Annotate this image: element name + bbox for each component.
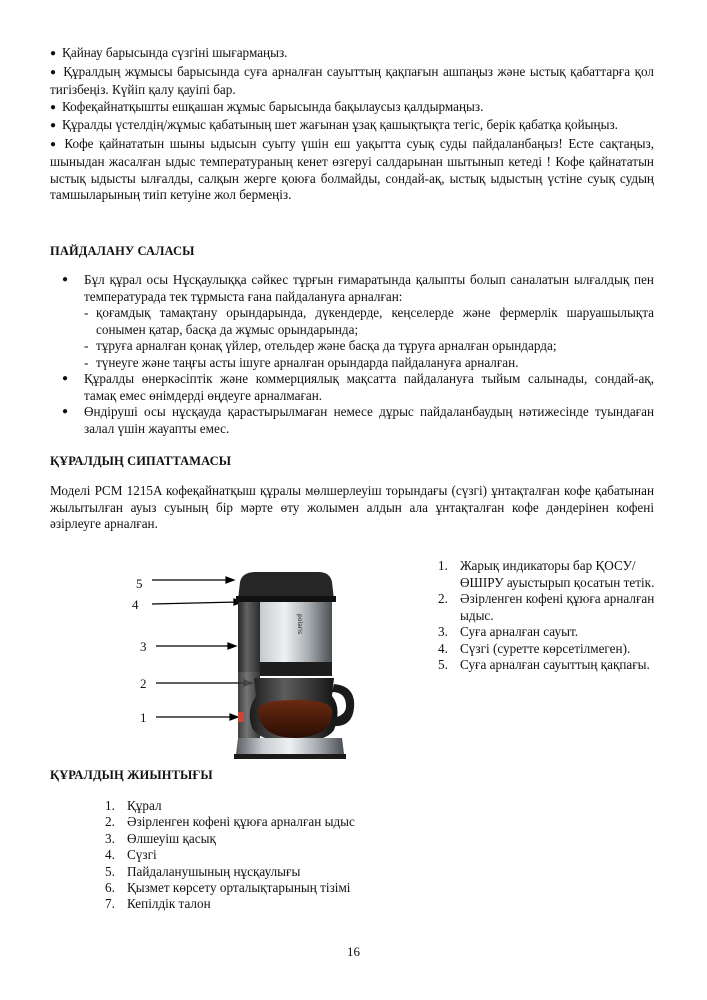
list-item: 3. Суға арналған сауыт. — [438, 624, 579, 639]
lid — [238, 572, 334, 600]
list-item: - түнеуге және таңғы асты ішуге арналған орындарда пайдалануға арналған. — [84, 354, 519, 370]
list-item: ● Құралды өнеркәсіптік және коммерциялық мақсатта пайдалануға тыйым салынады, сондай-ақ, тамақ емес өнімдерді өңдеуге арналмаған. — [62, 371, 654, 403]
list-item: ● Бұл құрал осы Нұсқаулыққа сәйкес тұрғын ғимаратында қалыпты болып саналатын ылғалдық пен температурада тек тұрмыста ғана пайдалануға арналған: - қоғамдық тамақтану орындарында, дүкендерде, кеңселерде және фермерлік шаруашылықта сонымен қатар, басқа да жұмыс орындарында; - тұруға арналған қонақ үйлер, отельдер және басқа да тұруға арналған орындарда; - түнеуге және таңғы асты ішуге арналған орындарда пайдалануға арналған. — [62, 272, 654, 370]
bullet-icon: ● — [50, 101, 57, 113]
kit-list — [105, 798, 355, 913]
bullet-icon: ● — [62, 406, 69, 417]
list-item: 6. Қызмет көрсету орталықтарының тізімі — [105, 880, 351, 896]
list-item: 3. Өлшеуіш қасық — [105, 830, 216, 846]
base — [236, 738, 344, 754]
list-item: ● Кофеқайнатқышты ешқашан жұмыс барысында бақылаусыз қалдырмаңыз. — [50, 98, 484, 114]
brand-logo: polaris — [296, 614, 303, 635]
coffee-maker-illustration — [120, 560, 380, 770]
callout-number: 5 — [136, 576, 143, 591]
callout-number: 4 — [132, 597, 139, 612]
page-number: 16 — [347, 944, 360, 959]
list-item: ● Құралды үстелдің/жұмыс қабатының шет жағынан ұзақ қашықтықта тегіс, берік қабатқа қойыңыз. — [50, 117, 618, 132]
bullet-icon: ● — [50, 120, 57, 131]
list-item: ● Өндіруші осы нұсқауда қарастырылмаған немесе дұрыс пайдаланбаудың нәтижесінде туындаған залал үшін жауапты емес. — [62, 404, 654, 436]
list-item: - қоғамдық тамақтану орындарында, дүкендерде, кеңселерде және фермерлік шаруашылықта сонымен қатар, басқа да жұмыс орындарында; — [84, 305, 654, 337]
bullet-icon: ● — [62, 274, 69, 285]
usage-sublist — [84, 305, 654, 371]
list-item: 4. Сүзгі (суретте көрсетілмеген). — [438, 640, 631, 656]
list-item: 4. Сүзгі — [105, 847, 157, 863]
power-switch-icon — [238, 712, 244, 722]
callout-number: 2 — [140, 676, 147, 691]
coffee-maker-figure — [120, 560, 380, 770]
kit-heading: ҚҰРАЛДЫҢ ЖИЫНТЫҒЫ — [50, 768, 213, 782]
bullet-icon: ● — [62, 373, 69, 384]
bullet-icon: ● — [50, 66, 58, 78]
list-item: - тұруға арналған қонақ үйлер, отельдер және басқа да тұруға арналған орындарда; — [84, 338, 557, 353]
list-item: 5. Суға арналған сауыттың қақпағы. — [438, 657, 650, 672]
usage-heading: ПАЙДАЛАНУ САЛАСЫ — [50, 244, 195, 258]
list-item: ● Қайнау барысында сүзгіні шығармаңыз. — [50, 45, 288, 60]
bullet-icon: ● — [50, 138, 59, 150]
list-item: 5. Пайдаланушының нұсқаулығы — [105, 863, 301, 879]
usage-bullets — [62, 272, 654, 437]
callout-number: 3 — [140, 639, 147, 654]
list-item: 1. Құрал — [105, 798, 162, 813]
safety-bullets — [50, 45, 654, 204]
description-heading: ҚҰРАЛДЫҢ СИПАТТАМАСЫ — [50, 454, 232, 468]
parts-list — [438, 558, 658, 674]
list-item: 2. Әзірленген кофені құюға арналған ыдыс — [105, 814, 355, 830]
list-item: 7. Кепілдік талон — [105, 896, 211, 912]
list-item: 2. Әзірленген кофені құюға арналған ыдыс. — [438, 591, 655, 623]
list-item: 1. Жарық индикаторы бар ҚОСУ/ӨШІРУ ауыстырып қосатын тетік. — [438, 558, 655, 590]
list-item: ● Кофе қайнататын шыны ыдысын суыту үшін еш уақытта суық суды пайдаланбаңыз! Есте сақтаңыз, шыныдан жасалған ыдыс температураның кенет өзгеруі салдарынан шытынып кетеді ! Кофе қайнататын ыстық ыдысты ылғалды, салқын жерге қоюға болмайды, сондай-ақ, ыстық ыдыстың үстіне суық судың тамшыларының тиіп кетуіне жол бермеңіз. — [50, 135, 654, 202]
description-text: Моделі PCM 1215A кофеқайнатқыш құралы мөлшерлеуіш торындағы (сүзгі) ұнтақталған кофе қабатынан жылытылған ауыз суының бір мәрте өту жолымен алдын ала ұнтақталған кофе дәндерінен кофені әзірлеуге арналған. — [50, 483, 654, 531]
callout-number: 1 — [140, 710, 147, 725]
bullet-icon: ● — [50, 48, 57, 59]
list-item: ● Құралдың жұмысы барысында суға арналған сауыттың қақпағын ашпаңыз және ыстық қабаттарға қол тигізбеңіз. Күйіп қалу қауіпі бар. — [50, 63, 654, 97]
